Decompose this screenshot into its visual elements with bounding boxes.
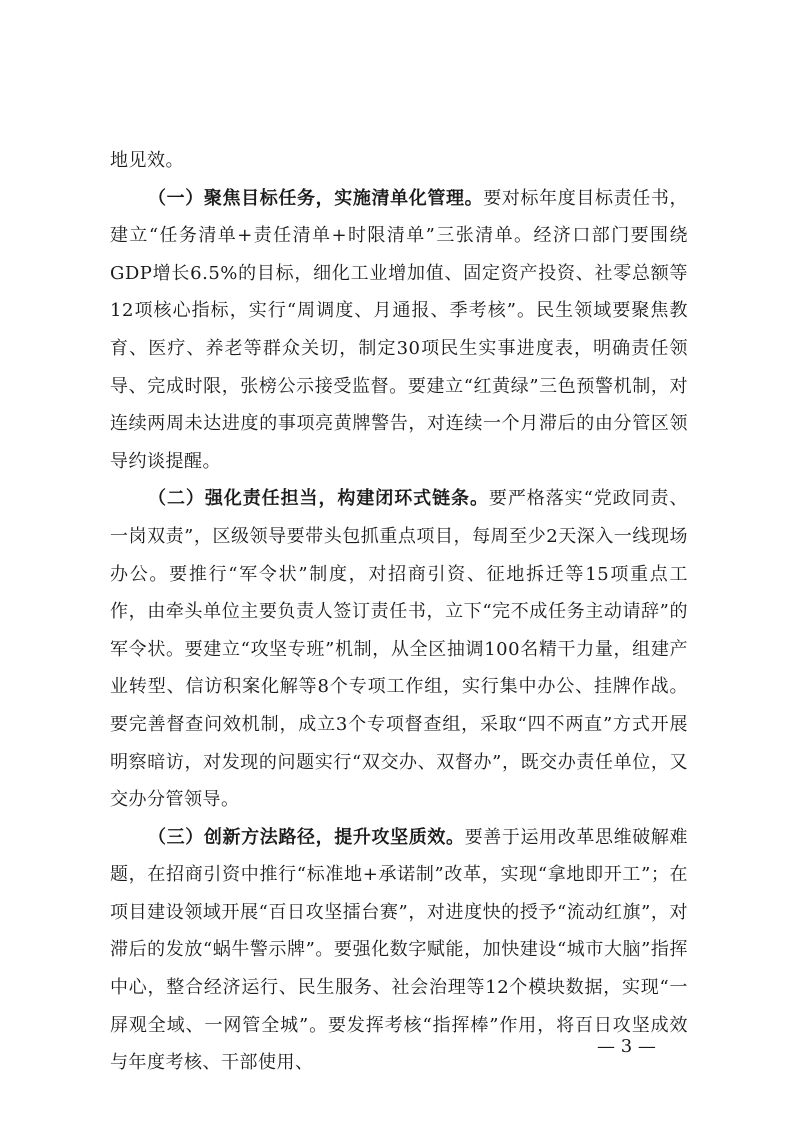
section-3-heading: （三）创新方法路径，提升攻坚质效。 — [148, 826, 465, 848]
section-2-paragraph — [110, 480, 688, 818]
section-2-heading: （二）强化责任担当，构建闭环式链条。 — [148, 488, 489, 510]
section-1-paragraph — [110, 180, 688, 481]
page-number: — 3 — — [597, 1036, 656, 1057]
section-2-body: 要严格落实“党政同责、一岗双责”，区级领导要带头包抓重点项目，每周至少2天深入一线现场办公。要推行“军令状”制度，对招商引资、征地拆迁等15项重点工作，由牵头单位主要负责人签订责任书，立下“完不成任务主动请辞”的军令状。要建立“攻坚专班”机制，从全区抽调100名精干力量，组建产业转型、信访积案化解等8个专项工作组，实行集中办公、挂牌作战。要完善督查问效机制，成立3个专项督查组，采取“四不两直”方式开展明察暗访，对发现的问题实行“双交办、双督办”，既交办责任单位，又交办分管领导。 — [110, 488, 688, 811]
lead-in-paragraph: 地见效。 — [110, 150, 184, 171]
section-1-body: 要对标年度目标责任书，建立“任务清单+责任清单+时限清单”三张清单。经济口部门要围绕GDP增长6.5%的目标，细化工业增加值、固定资产投资、社零总额等12项核心指标，实行“周调度、月通报、季考核”。民生领域要聚焦教育、医疗、养老等群众关切，制定30项民生实事进度表，明确责任领导、完成时限，张榜公示接受监督。要建立“红黄绿”三色预警机制，对连续两周未达进度的事项亮黄牌警告，对连续一个月滞后的由分管区领导约谈提醒。 — [110, 187, 688, 472]
document-page — [110, 142, 688, 1082]
section-3-body: 要善于运用改革思维破解难题，在招商引资中推行“标准地+承诺制”改革，实现“拿地即开工”；在项目建设领域开展“百日攻坚擂台赛”，对进度快的授予“流动红旗”，对滞后的发放“蜗牛警示牌”。要强化数字赋能，加快建设“城市大脑”指挥中心，整合经济运行、民生服务、社会治理等12个模块数据，实现“一屏观全域、一网管全城”。要发挥考核“指挥棒”作用，将百日攻坚成效与年度考核、干部使用、 — [110, 826, 688, 1074]
section-1-heading: （一）聚焦目标任务，实施清单化管理。 — [148, 187, 484, 209]
